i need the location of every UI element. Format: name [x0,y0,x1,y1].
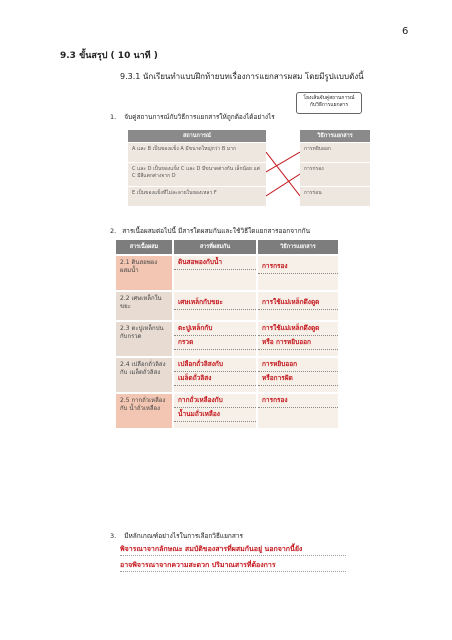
header-mixture: สารเนื้อผสม [116,240,172,254]
exercise-3-question [110,531,243,541]
components-answer: เปลือกถั่วลิสงกับ [174,358,256,372]
answer-underline [120,555,346,556]
method-answer: การหยิบออก [258,358,338,372]
method-answer: หรือ การหยิบออก [258,336,338,350]
exercise-3-question-text: มีหลักเกณฑ์อย่างไรในการเลือกวิธีแยกสาร [124,532,243,540]
table-row [116,322,340,356]
method-answer: หรือการฝัด [258,372,338,386]
table-row [116,292,340,320]
mixture-cell: 2.4 เปลือกถั่วลิสงกับ เมล็ดถั่วลิสง [116,358,172,392]
exercise-1-question [110,112,275,122]
page-number: 6 [402,26,409,37]
situation-header: สถานการณ์ [128,130,266,142]
exercise-2-question-text: สารเนื้อผสมต่อไปนี้ มีสารใดผสมกันและใช้วิธีใดแยกสารออกจากกัน [122,227,311,235]
method-item: การกรอง [300,162,370,186]
components-cell [174,394,256,428]
exercise-1-number: 1. [110,113,117,121]
callout-bubble [296,92,362,114]
method-answer: การกรอง [258,260,338,274]
method-cell [258,394,338,428]
mixture-cell: 2.3 ตะปูเหล็กปนกับกรวด [116,322,172,356]
exercise-1-question-text: จับคู่สถานการณ์กับวิธีการแยกสารให้ถูกต้องได้อย่างไร [124,113,275,121]
components-answer: เมล็ดถั่วลิสง [174,372,256,386]
situation-item: C และ D เป็นของแข็ง C และ D มีขนาดต่างกัน เล็กน้อย แต่ C มีสีแตกต่างจาก D [128,162,266,186]
components-cell [174,358,256,392]
table-row [116,256,340,290]
situation-item: A และ B เป็นของแข็ง A มีขนาดใหญ่กว่า B มาก [128,142,266,162]
exercise-3-answer-line-1: พิจารณาจากลักษณะ สมบัติของสารที่ผสมกันอยู่ นอกจากนี้ยัง [120,545,303,553]
mixture-table [116,240,340,428]
components-answer: ดินสอพองกับน้ำ [174,256,256,270]
mixture-cell: 2.2 เศษเหล็กในขยะ [116,292,172,320]
exercise-1 [110,92,370,220]
components-answer: น้ำนมถั่วเหลือง [174,408,256,422]
header-method: วิธีการแยกสาร [258,240,338,254]
mixture-cell: 2.5 กากถั่วเหลืองกับ น้ำถั่วเหลือง [116,394,172,428]
method-answer: การกรอง [258,394,338,408]
components-cell [174,292,256,320]
table-row [116,358,340,392]
method-cell [258,358,338,392]
exercise-2-question [110,226,310,236]
exercise-2-number: 2. [110,227,117,235]
components-cell [174,256,256,290]
method-item: การร่อน [300,186,370,206]
components-answer: กากถั่วเหลืองกับ [174,394,256,408]
situation-column [128,130,266,206]
exercise-3-answer-line-2: อาจพิจารณาจากความสะดวก ปริมาณสารที่ต้องการ [120,561,276,569]
section-title: 9.3 ขั้นสรุป ( 10 นาที ) [60,51,158,61]
mixture-table-header [116,240,340,254]
method-cell [258,256,338,290]
components-answer: ตะปูเหล็กกับ [174,322,256,336]
components-cell [174,322,256,356]
components-answer: กรวด [174,336,256,350]
callout-line: กับวิธีการแยกสาร [309,102,349,108]
situation-item: E เป็นของแข็งที่ไม่ละลายในของเหลว F [128,186,266,206]
mixture-cell: 2.1 ดินสอพองผสมน้ำ [116,256,172,290]
method-item: การหยิบออก [300,142,370,162]
header-components: สารที่ผสมกัน [174,240,256,254]
method-answer: การใช้แม่เหล็กดึงดูด [258,322,338,336]
table-row [116,394,340,428]
match-line [266,152,300,196]
answer-underline [120,571,346,572]
matching-lines [266,142,300,212]
method-cell [258,292,338,320]
method-answer: การใช้แม่เหล็กดึงดูด [258,296,338,310]
match-line [266,174,300,196]
components-answer: เศษเหล็กกับขยะ [174,296,256,310]
exercise-3-number: 3. [110,532,117,540]
method-header: วิธีการแยกสาร [300,130,370,142]
method-cell [258,322,338,356]
callout-line: โยงเส้นจับคู่สถานการณ์ [303,95,355,101]
method-column [300,130,370,206]
match-line [266,152,300,172]
subsection-text: 9.3.1 นักเรียนทำแบบฝึกท้ายบทเรื่องการแยกสารผสม โดยมีรูปแบบดังนี้ [120,72,364,81]
